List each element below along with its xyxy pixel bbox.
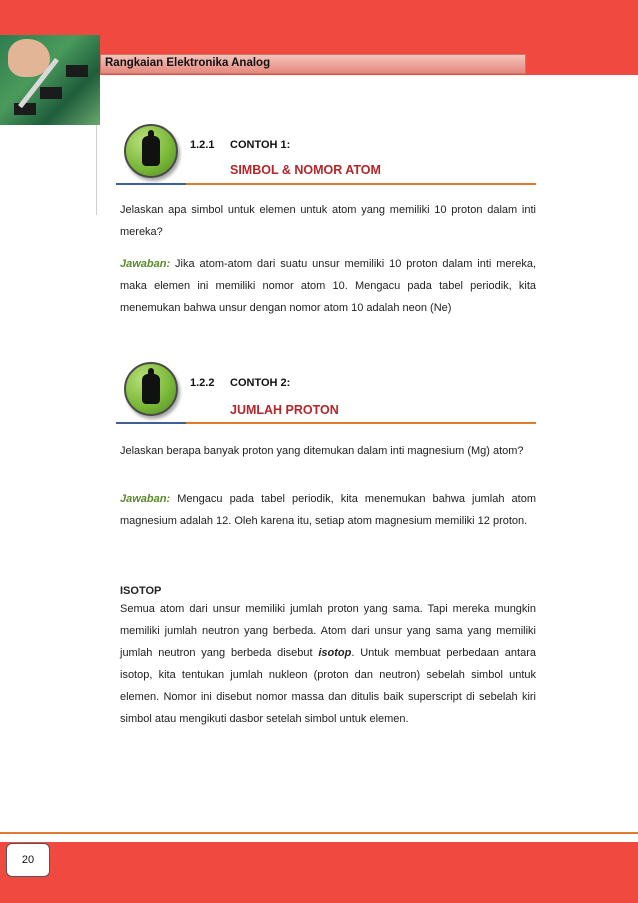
divider-blue — [116, 183, 186, 185]
isotop-paragraph — [120, 598, 536, 730]
isotop-heading: ISOTOP — [120, 585, 162, 597]
header-title: Rangkaian Elektronika Analog — [105, 57, 271, 69]
example2-number: 1.2.2 — [190, 377, 215, 389]
footer-divider — [0, 832, 638, 834]
bottom-decorative-band — [0, 842, 638, 903]
thumbs-up-icon — [124, 124, 178, 178]
example2-answer — [120, 488, 536, 532]
isotop-text-b: . Untuk membuat perbedaan antara isotop, kita tentukan jumlah nukleon (proton dan neutron) sebelah simbol untuk elemen. Nomor ini disebut nomor massa dan ditulis baik superscript di sebelah kiri simbol atau mengikuti dasbor setelah simbol untuk elemen. — [120, 647, 536, 725]
example2-subtitle: JUMLAH PROTON — [230, 403, 339, 417]
example1-question: Jelaskan apa simbol untuk elemen untuk atom yang memiliki 10 proton dalam inti mereka? — [120, 204, 536, 238]
chip-shape — [40, 87, 62, 99]
isotop-term: isotop — [318, 647, 352, 659]
example2-heading: CONTOH 2: — [230, 377, 291, 389]
divider-orange — [186, 183, 536, 185]
example1-number: 1.2.1 — [190, 139, 215, 151]
example2-question: Jelaskan berapa banyak proton yang ditemukan dalam inti magnesium (Mg) atom? — [120, 445, 524, 457]
example1-subtitle: SIMBOL & NOMOR ATOM — [230, 163, 381, 177]
page-number: 20 — [6, 843, 50, 877]
header-bar — [100, 54, 526, 74]
example1-heading: CONTOH 1: — [230, 139, 291, 151]
answer-text: Jika atom-atom dari suatu unsur memiliki 10 proton dalam inti mereka, maka elemen ini memiliki nomor atom 10. Mengacu pada tabel periodik, kita menemukan bahwa unsur dengan nomor atom 10 adalah neon (Ne) — [120, 258, 536, 314]
divider-orange — [186, 422, 536, 424]
answer-label: Jawaban: — [120, 493, 171, 505]
answer-text: Mengacu pada tabel periodik, kita menemukan bahwa jumlah atom magnesium adalah 12. Oleh karena itu, setiap atom magnesium memiliki 12 proton. — [120, 493, 536, 527]
thumbs-up-icon — [124, 362, 178, 416]
example1-answer — [120, 253, 536, 319]
header-photo-circuit-board — [0, 35, 100, 125]
isotop-text-a: Semua atom dari unsur memiliki jumlah proton yang sama. Tapi mereka mungkin memiliki jumlah neutron yang berbeda. Atom dari unsur yang sama yang memiliki jumlah neutron yang berbeda disebut — [120, 603, 536, 659]
divider-blue — [116, 422, 186, 424]
chip-shape — [66, 65, 88, 77]
answer-label: Jawaban: — [120, 258, 171, 270]
